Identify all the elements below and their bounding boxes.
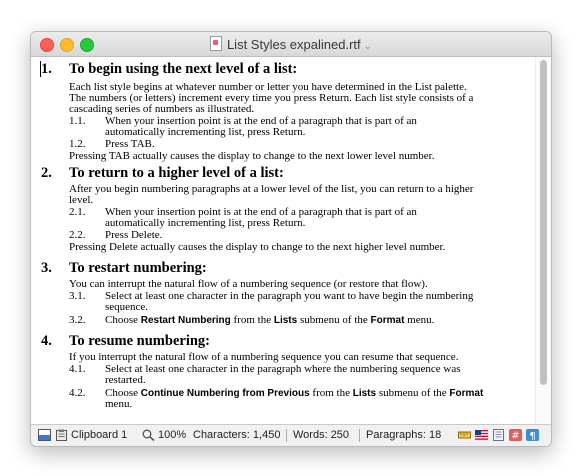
pilcrow-icon[interactable] [526, 429, 539, 441]
scrollbar-thumb[interactable] [540, 60, 547, 385]
character-count: Characters: 1,450 [193, 429, 281, 441]
sub-item-line: Choose Continue Numbering from Previous from the Lists submenu of the Format [105, 387, 484, 399]
section-number: 4. [41, 333, 52, 349]
sub-item-line: automatically incrementing list, press Return. [105, 217, 306, 229]
sub-item-line: When your insertion point is at the end of a paragraph that is part of an [105, 206, 417, 218]
sub-item-number: 1.2. [69, 138, 86, 150]
section-number: 1. [41, 61, 52, 77]
sub-item-number: 3.1. [69, 290, 86, 302]
window-title-text: List Styles expalined.rtf [226, 37, 361, 52]
section-heading: To restart numbering: [69, 260, 207, 276]
sub-item-line: sequence. [105, 301, 149, 313]
us-flag-icon[interactable] [475, 429, 488, 441]
paragraph-line: If you interrupt the natural flow of a numbering sequence you can resume that sequence. [69, 351, 459, 363]
magnifier-icon[interactable] [142, 429, 155, 441]
document-window [30, 31, 552, 447]
sub-item-line: Select at least one character in the paragraph you want to have begin the numbering [105, 290, 474, 302]
sub-item-line: restarted. [105, 374, 146, 386]
sub-item-number: 3.2. [69, 314, 86, 326]
sub-item-line: menu. [105, 398, 133, 410]
status-bar [31, 424, 551, 446]
sub-item-number: 4.2. [69, 387, 86, 399]
zoom-level[interactable]: 100% [158, 429, 187, 441]
sub-item-number: 1.1. [69, 115, 86, 127]
sub-item-number: 2.1. [69, 206, 86, 218]
layout-icon[interactable] [38, 429, 51, 441]
vertical-scrollbar[interactable] [535, 57, 551, 424]
section-heading: To begin using the next level of a list: [69, 61, 298, 77]
clipboard-icon[interactable] [55, 429, 68, 441]
document-icon [210, 36, 222, 51]
divider [359, 429, 360, 442]
page-view-icon[interactable] [492, 429, 505, 441]
section-heading: To return to a higher level of a list: [69, 165, 284, 181]
paragraph-line: Each list style begins at whatever number or letter you have determined in the List palette. [69, 81, 467, 93]
sub-item-line: Choose Restart Numbering from the Lists submenu of the Format menu. [105, 314, 435, 326]
sub-item-number: 4.1. [69, 363, 86, 375]
paragraph-count: Paragraphs: 18 [366, 429, 442, 441]
divider [286, 429, 287, 442]
paragraph-line: After you begin numbering paragraphs at a lower level of the list, you can return to a higher [69, 183, 474, 195]
sub-item-line: automatically incrementing list, press Return. [105, 126, 306, 138]
title-bar[interactable] [31, 32, 551, 57]
svg-text:#: # [511, 430, 520, 441]
paragraph-line: level. [69, 194, 94, 206]
paragraph-line: cascading series of numbers as illustrated. [69, 103, 255, 115]
section-number: 2. [41, 165, 52, 181]
sub-item-line: Press TAB. [105, 138, 155, 150]
sub-item-line: Select at least one character in the paragraph where the numbering sequence was [105, 363, 461, 375]
ruler-icon[interactable] [458, 429, 471, 441]
sub-item-number: 2.2. [69, 229, 86, 241]
word-count: Words: 250 [293, 429, 350, 441]
clipboard-label[interactable]: Clipboard 1 [71, 429, 128, 441]
paragraph-line: You can interrupt the natural flow of a numbering sequence (or restore that flow). [69, 278, 428, 290]
sub-item-line: Press Delete. [105, 229, 163, 241]
section-heading: To resume numbering: [69, 333, 210, 349]
document-body[interactable] [31, 57, 536, 424]
sub-item-line: When your insertion point is at the end of a paragraph that is part of an [105, 115, 417, 127]
window-title[interactable] [31, 36, 551, 52]
chevron-down-icon[interactable]: ⌄ [363, 41, 373, 52]
paragraph-line: Pressing Delete actually causes the display to change to the next higher level number. [69, 241, 446, 253]
svg-text:¶: ¶ [529, 431, 536, 441]
hash-icon[interactable] [509, 429, 522, 441]
paragraph-line: Pressing TAB actually causes the display to change to the next lower level number. [69, 150, 435, 162]
paragraph-line: The numbers (or letters) increment every time you press Return. Each list style consists of a [69, 92, 474, 104]
section-number: 3. [41, 260, 52, 276]
